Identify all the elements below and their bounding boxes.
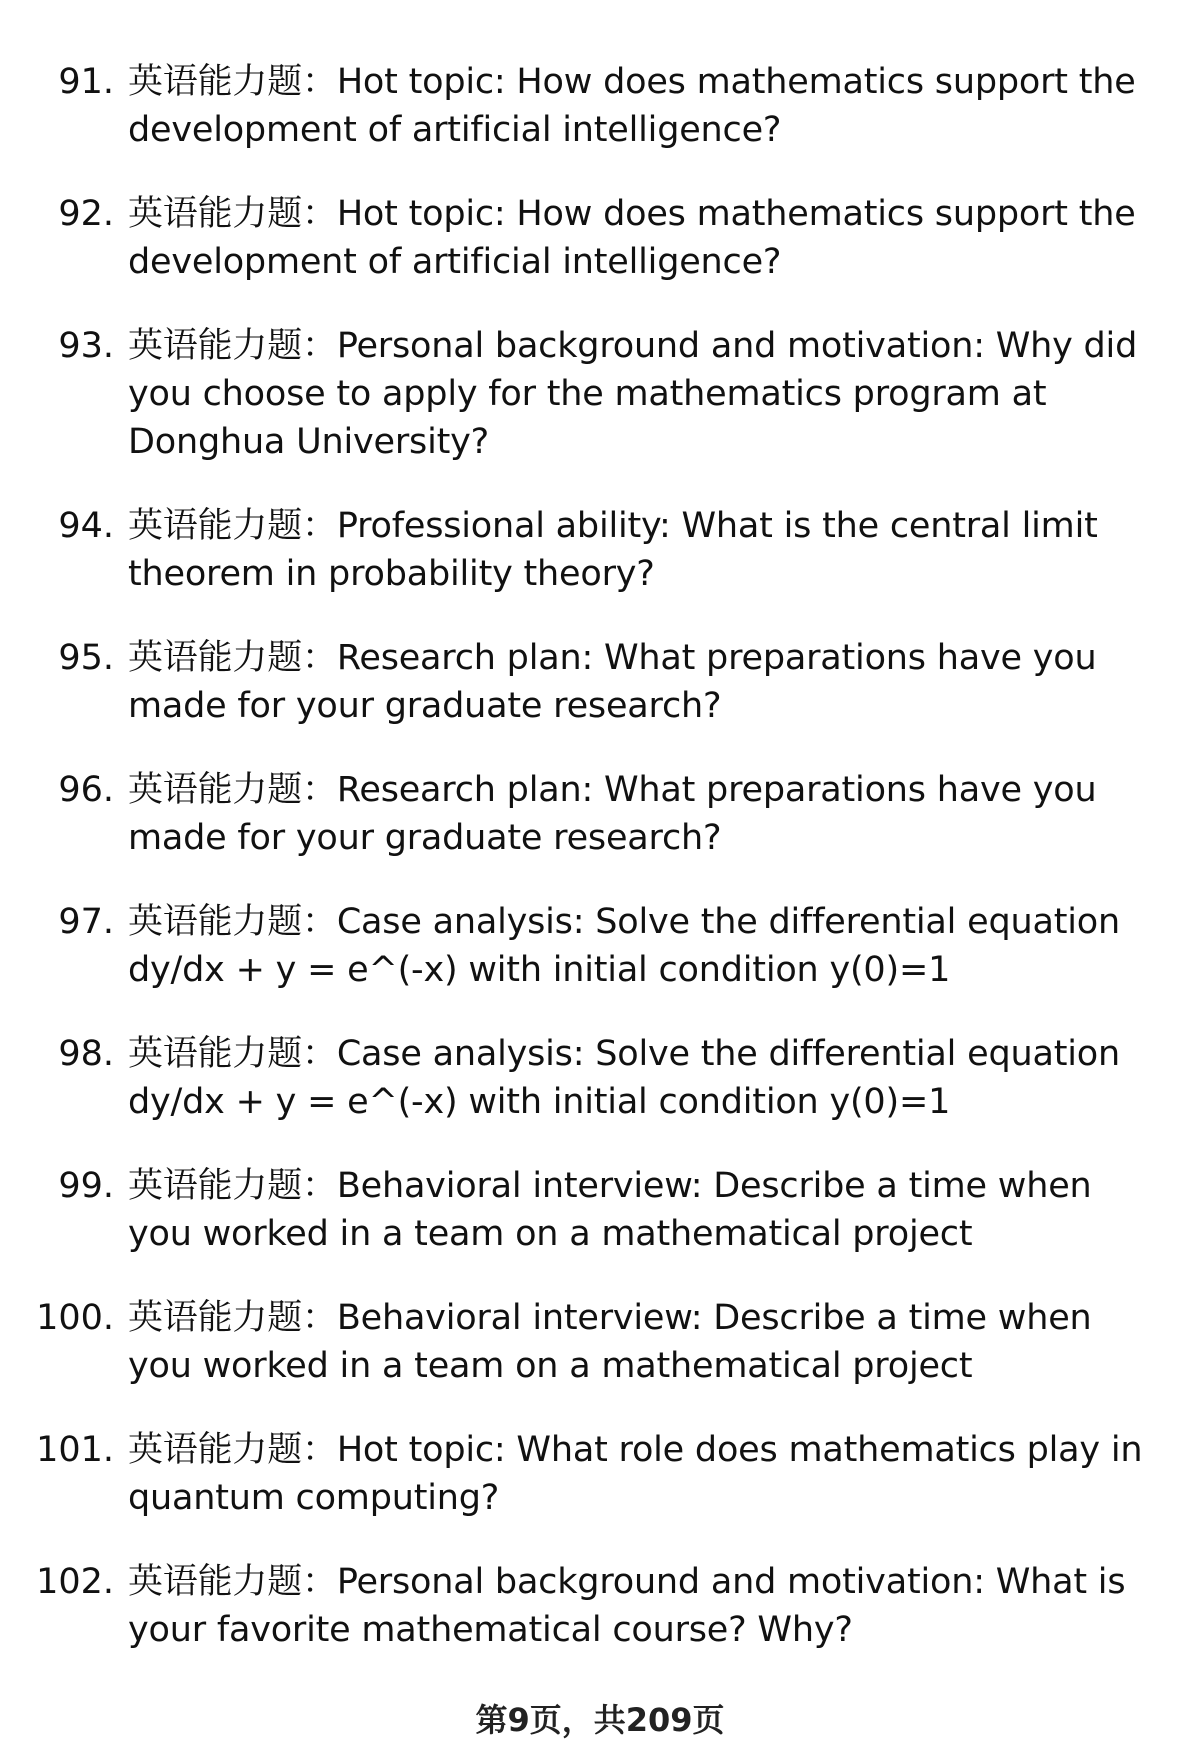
question-text: Hot topic: What role does mathematics play in quantum computing? — [128, 1430, 1143, 1518]
question-prefix: 英语能力题： — [128, 194, 337, 234]
question-item — [30, 58, 1170, 154]
question-text: Research plan: What preparations have you made for your graduate research? — [128, 638, 1097, 726]
question-number: 99. — [58, 1166, 114, 1206]
question-item — [30, 1030, 1170, 1126]
question-item — [30, 190, 1170, 286]
question-prefix: 英语能力题： — [128, 638, 337, 678]
question-text: Hot topic: How does mathematics support the development of artificial intelligence? — [128, 194, 1136, 282]
question-number: 93. — [58, 326, 114, 366]
question-prefix: 英语能力题： — [128, 1430, 337, 1470]
question-text-container — [128, 1426, 1156, 1522]
question-text: Professional ability: What is the central limit theorem in probability theory? — [128, 506, 1098, 594]
question-number: 102. — [36, 1562, 114, 1602]
question-text: Hot topic: How does mathematics support the development of artificial intelligence? — [128, 62, 1136, 150]
question-item — [30, 898, 1170, 994]
question-prefix: 英语能力题： — [128, 1298, 337, 1338]
question-prefix: 英语能力题： — [128, 62, 337, 102]
question-item — [30, 1162, 1170, 1258]
question-text-container — [128, 58, 1156, 154]
question-number: 94. — [58, 506, 114, 546]
question-number: 96. — [58, 770, 114, 810]
question-item — [30, 1294, 1170, 1390]
question-number: 98. — [58, 1034, 114, 1074]
question-text-container — [128, 1294, 1156, 1390]
question-text-container — [128, 502, 1156, 598]
question-text: Behavioral interview: Describe a time when you worked in a team on a mathematical project — [128, 1166, 1092, 1254]
question-text: Personal background and motivation: Why did you choose to apply for the mathematics program at Donghua University? — [128, 326, 1138, 462]
question-text-container — [128, 1558, 1156, 1654]
question-item — [30, 634, 1170, 730]
question-text: Case analysis: Solve the differential equation dy/dx + y = e^(-x) with initial condition y(0)=1 — [128, 1034, 1120, 1122]
question-item — [30, 766, 1170, 862]
question-number: 91. — [58, 62, 114, 102]
question-text: Behavioral interview: Describe a time when you worked in a team on a mathematical project — [128, 1298, 1092, 1386]
question-text: Research plan: What preparations have you made for your graduate research? — [128, 770, 1097, 858]
question-prefix: 英语能力题： — [128, 902, 337, 942]
question-text-container — [128, 1030, 1156, 1126]
question-item — [30, 1558, 1170, 1654]
question-prefix: 英语能力题： — [128, 1562, 337, 1602]
question-prefix: 英语能力题： — [128, 1166, 337, 1206]
question-prefix: 英语能力题： — [128, 326, 337, 366]
question-item — [30, 1426, 1170, 1522]
question-text-container — [128, 766, 1156, 862]
question-prefix: 英语能力题： — [128, 506, 337, 546]
question-number: 92. — [58, 194, 114, 234]
question-text-container — [128, 898, 1156, 994]
question-item — [30, 502, 1170, 598]
question-item — [30, 322, 1170, 466]
question-text-container — [128, 190, 1156, 286]
question-list — [30, 58, 1170, 1690]
question-text-container — [128, 1162, 1156, 1258]
question-number: 95. — [58, 638, 114, 678]
question-prefix: 英语能力题： — [128, 1034, 337, 1074]
page-footer: 第9页，共209页 — [475, 1701, 725, 1739]
question-number: 97. — [58, 902, 114, 942]
question-text-container — [128, 634, 1156, 730]
question-number: 101. — [36, 1430, 114, 1470]
question-number: 100. — [36, 1298, 114, 1338]
question-prefix: 英语能力题： — [128, 770, 337, 810]
question-text: Personal background and motivation: What is your favorite mathematical course? Why? — [128, 1562, 1126, 1650]
question-text-container — [128, 322, 1156, 466]
question-text: Case analysis: Solve the differential equation dy/dx + y = e^(-x) with initial condition y(0)=1 — [128, 902, 1120, 990]
